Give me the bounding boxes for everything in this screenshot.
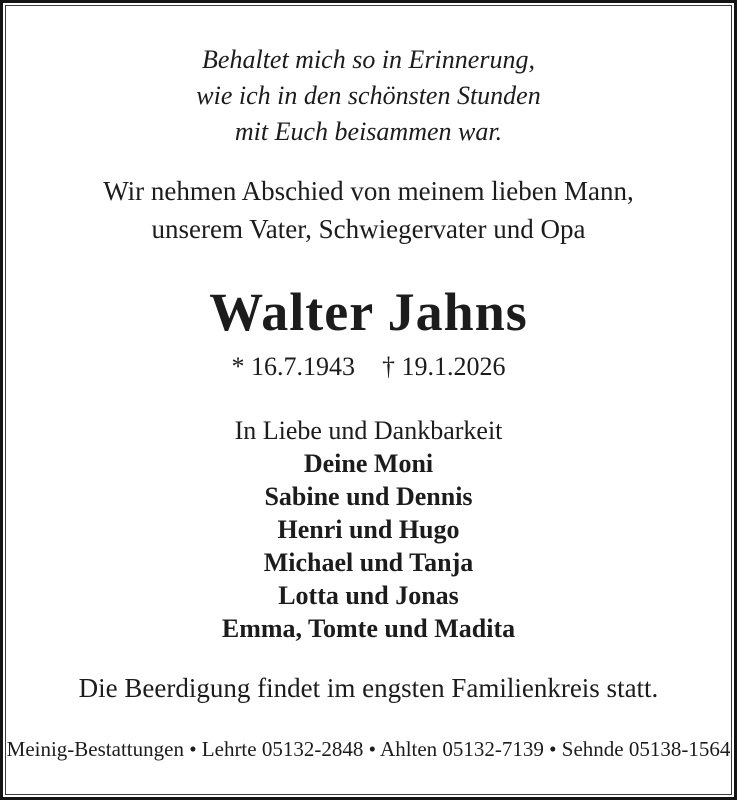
farewell-intro-line: unserem Vater, Schwiegervater und Opa [151,214,586,244]
memorial-verse-line: Behaltet mich so in Erinnerung, [202,45,535,74]
mourners-block [6,414,731,645]
funeral-home-footer: Meinig-Bestattungen • Lehrte 05132-2848 • Ahlten 05132-7139 • Sehnde 05138-1564 [6,737,731,761]
life-dates [6,350,731,384]
funeral-note: Die Beerdigung findet im engsten Familienkreis statt. [78,673,659,703]
death-date: † 19.1.2026 [382,352,506,381]
mourners-lead: In Liebe und Dankbarkeit [234,416,503,445]
death-notice-inner-frame [5,5,732,795]
mourner-name: Michael und Tanja [263,548,474,577]
birth-date: * 16.7.1943 [231,352,355,381]
farewell-intro [6,172,731,248]
mourner-name: Emma, Tomte und Madita [221,614,516,643]
mourner-name: Deine Moni [303,449,434,478]
mourner-name: Sabine und Dennis [264,482,473,511]
deceased-name: Walter Jahns [209,282,528,342]
memorial-verse-line: wie ich in den schönsten Stunden [196,81,541,110]
mourner-name: Lotta und Jonas [278,581,459,610]
farewell-intro-line: Wir nehmen Abschied von meinem lieben Mann, [103,176,634,206]
memorial-verse-line: mit Euch beisammen war. [234,117,503,146]
mourner-name: Henri und Hugo [277,515,460,544]
memorial-verse [6,42,731,150]
